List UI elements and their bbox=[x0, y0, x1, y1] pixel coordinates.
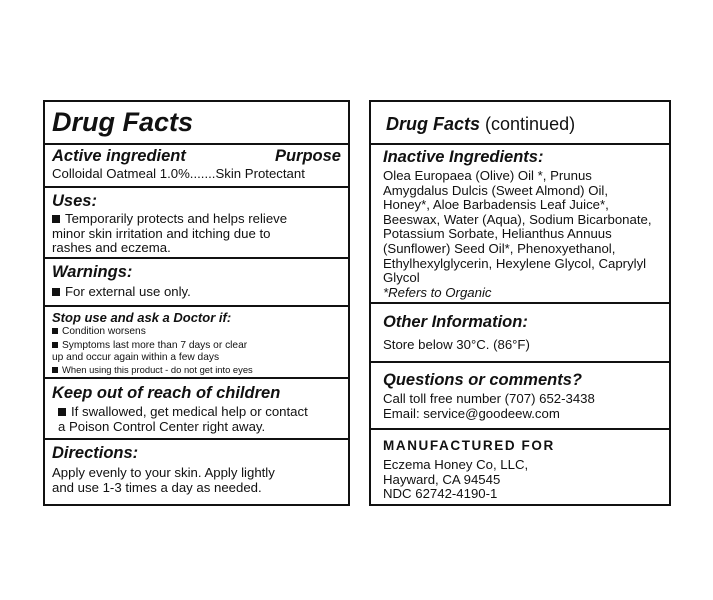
directions-heading: Directions: bbox=[52, 444, 139, 462]
bullet-icon bbox=[52, 342, 58, 348]
stop-use-section: Stop use and ask a Doctor if: Condition worsens Symptoms last more than 7 days or clear up and occur again within a few days When using this product - do not get into eyes bbox=[45, 310, 348, 376]
divider bbox=[45, 377, 348, 379]
stop-use-item: Symptoms last more than 7 days or clear bbox=[52, 340, 341, 352]
other-information-text: Store below 30°C. (86°F) bbox=[383, 337, 530, 352]
bullet-icon bbox=[52, 328, 58, 334]
other-information-heading: Other Information: bbox=[383, 313, 528, 331]
warnings-heading: Warnings: bbox=[52, 263, 133, 281]
uses-section bbox=[45, 191, 348, 256]
phone-number: Call toll free number (707) 652-3438 bbox=[383, 391, 595, 406]
keep-out-heading: Keep out of reach of children bbox=[52, 384, 281, 402]
inactive-ingredients-section bbox=[371, 147, 669, 300]
email-address: Email: service@goodeew.com bbox=[383, 405, 560, 421]
uses-text: Temporarily protects and helps relieve minor skin irritation and itching due to rashes and eczema. bbox=[52, 211, 288, 256]
divider bbox=[45, 186, 348, 188]
drug-facts-title: Drug Facts bbox=[52, 107, 194, 137]
organic-note: *Refers to Organic bbox=[383, 284, 492, 300]
stop-use-heading: Stop use and ask a Doctor if: bbox=[52, 310, 232, 325]
uses-heading: Uses: bbox=[52, 192, 97, 210]
manufacturer-text: Eczema Honey Co, LLC, Hayward, CA 94545 NDC 62742-4190-1 bbox=[383, 458, 662, 502]
other-information-section bbox=[371, 312, 669, 353]
bullet-icon bbox=[58, 408, 66, 416]
purpose-heading: Purpose bbox=[274, 147, 341, 165]
bullet-icon bbox=[52, 215, 60, 223]
drug-facts-title-section bbox=[45, 107, 348, 137]
stop-use-item: Condition worsens bbox=[52, 326, 341, 338]
keep-out-section bbox=[45, 383, 348, 434]
divider bbox=[45, 438, 348, 440]
bullet-icon bbox=[52, 288, 60, 296]
directions-text: Apply evenly to your skin. Apply lightly and use 1-3 times a day as needed. bbox=[52, 465, 275, 495]
questions-heading: Questions or comments? bbox=[383, 371, 582, 389]
questions-text bbox=[383, 392, 662, 421]
divider bbox=[45, 143, 348, 145]
inactive-ingredients-heading: Inactive Ingredients: bbox=[383, 148, 544, 166]
manufactured-for-section bbox=[371, 437, 669, 502]
divider bbox=[371, 428, 669, 430]
active-ingredient-text: Colloidal Oatmeal 1.0%.......Skin Protectant bbox=[52, 166, 305, 181]
active-ingredient-heading: Active ingredient bbox=[52, 147, 186, 165]
stop-use-item: When using this product - do not get into eyes bbox=[52, 364, 341, 376]
divider bbox=[45, 305, 348, 307]
divider bbox=[371, 361, 669, 363]
continued-title: Drug Facts (continued) bbox=[386, 114, 576, 134]
active-ingredient-section bbox=[45, 146, 348, 182]
drug-facts-panel bbox=[43, 100, 350, 506]
bullet-icon bbox=[52, 367, 58, 373]
ndc-number: NDC 62742-4190-1 bbox=[383, 486, 498, 502]
divider bbox=[371, 302, 669, 304]
warnings-section bbox=[45, 262, 348, 300]
divider bbox=[371, 143, 669, 145]
keep-out-text: If swallowed, get medical help or contact a Poison Control Center right away. bbox=[58, 404, 308, 434]
directions-section bbox=[45, 443, 348, 495]
inactive-ingredients-text: Olea Europaea (Olive) Oil *, Prunus Amygdalus Dulcis (Sweet Almond) Oil, Honey*, Aloe Barbadensis Leaf Juice*, Beeswax, Water (Aqua), Sodium Bicarbonate, Potassium Sorbate, Helianthus Annuus (Sunflower) Seed Oil*, Phenoxyethanol, Ethylhexylglycerin, Hexylene Glycol, Caprylyl Glycol *Refers to Organic bbox=[383, 169, 662, 300]
divider bbox=[45, 257, 348, 259]
questions-section bbox=[371, 370, 669, 421]
drug-facts-continued-panel bbox=[369, 100, 671, 506]
continued-title-section bbox=[371, 113, 669, 135]
manufactured-for-heading: MANUFACTURED FOR bbox=[383, 438, 555, 453]
warnings-text: For external use only. bbox=[52, 285, 341, 300]
